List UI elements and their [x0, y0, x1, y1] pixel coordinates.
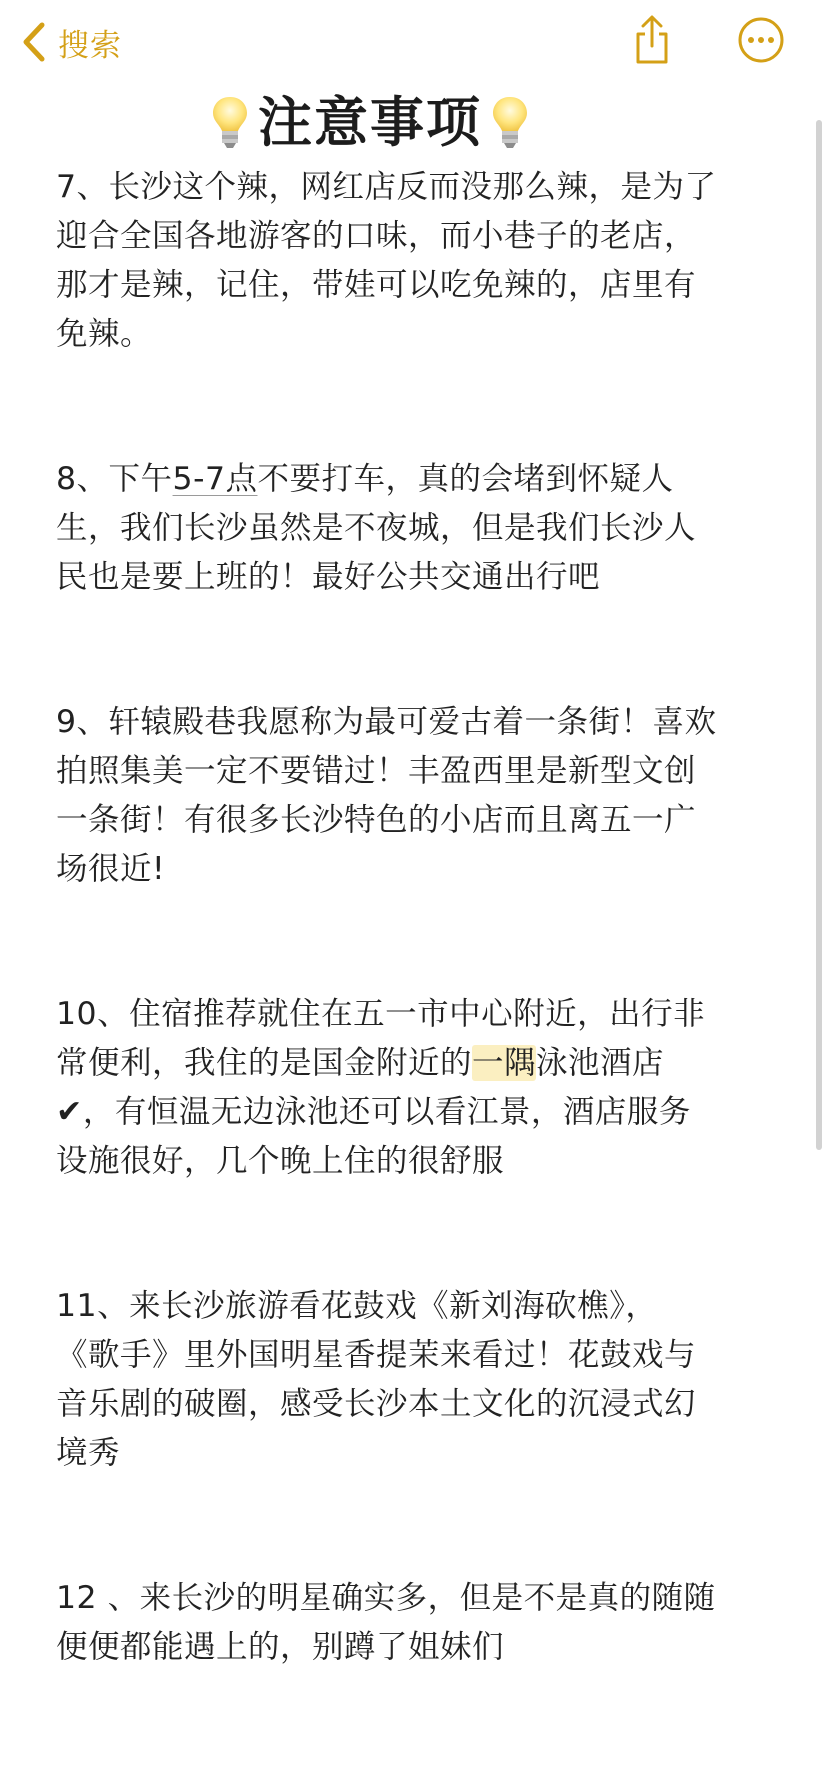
text-line: 10、住宿推荐就住在五一市中心附近，出行非 [56, 996, 706, 1032]
chevron-left-icon [22, 22, 46, 62]
text-line [56, 1088, 776, 1137]
text-line [56, 455, 776, 504]
paragraph-8 [56, 455, 776, 602]
text-line: 境秀 [56, 1435, 121, 1471]
text-line: 生，我们长沙虽然是不夜城，但是我们长沙人 [56, 510, 697, 546]
text-line: 9、轩辕殿巷我愿称为最可爱古着一条街！喜欢 [56, 704, 717, 740]
text-line: 音乐剧的破圈，感受长沙本土文化的沉浸式幻 [56, 1386, 697, 1422]
text-line: 设施很好，几个晚上住的很舒服 [56, 1143, 505, 1179]
checkmark-icon: ✔ [56, 1094, 83, 1130]
text-line: 免辣。 [56, 316, 153, 352]
paragraph-11 [56, 1282, 776, 1478]
text-line: 《歌手》里外国明星香提茉来看过！花鼓戏与 [56, 1337, 697, 1373]
text-segment: 不要打车，真的会堵到怀疑人 [257, 461, 674, 497]
ellipsis-circle-icon [737, 16, 785, 68]
note-body[interactable] [56, 163, 776, 1768]
lightbulb-icon [488, 93, 532, 153]
share-button[interactable] [626, 16, 678, 68]
share-icon [632, 15, 672, 69]
paragraph-9 [56, 698, 776, 894]
text-line: 民也是要上班的！最好公共交通出行吧 [56, 559, 601, 595]
more-options-button[interactable] [735, 16, 787, 68]
text-segment: 泳池酒店 [536, 1045, 665, 1081]
text-line: 7、长沙这个辣，网红店反而没那么辣，是为了 [56, 169, 717, 205]
paragraph-12 [56, 1574, 776, 1672]
time-link[interactable]: 5-7点 [172, 461, 258, 497]
text-line: 迎合全国各地游客的口味，而小巷子的老店， [56, 218, 697, 254]
back-button[interactable] [22, 20, 122, 64]
text-line [56, 1039, 776, 1088]
note-title [0, 90, 740, 156]
text-line: 那才是辣，记住，带娃可以吃免辣的，店里有 [56, 267, 697, 303]
text-segment: 常便利，我住的是国金附近的 [56, 1045, 473, 1081]
paragraph-7 [56, 163, 776, 359]
text-line: 12 、来长沙的明星确实多，但是不是真的随随 [56, 1580, 716, 1616]
highlighted-text[interactable]: 一隅 [472, 1045, 537, 1081]
back-label: 搜索 [58, 27, 122, 64]
paragraph-10 [56, 990, 776, 1186]
text-segment: 8、下午 [56, 461, 173, 497]
text-line: 场很近! [56, 851, 166, 887]
lightbulb-icon [208, 93, 252, 153]
text-line: 便便都能遇上的，别蹲了姐妹们 [56, 1629, 505, 1665]
text-segment: ，有恒温无边泳池还可以看江景，酒店服务 [82, 1094, 691, 1130]
scrollbar[interactable] [816, 120, 822, 1150]
text-line: 一条街！有很多长沙特色的小店而且离五一广 [56, 802, 697, 838]
title-text: 注意事项 [258, 91, 482, 154]
text-line: 11、来长沙旅游看花鼓戏《新刘海砍樵》， [56, 1288, 658, 1324]
text-line: 拍照集美一定不要错过！丰盈西里是新型文创 [56, 753, 697, 789]
nav-bar [0, 0, 828, 86]
